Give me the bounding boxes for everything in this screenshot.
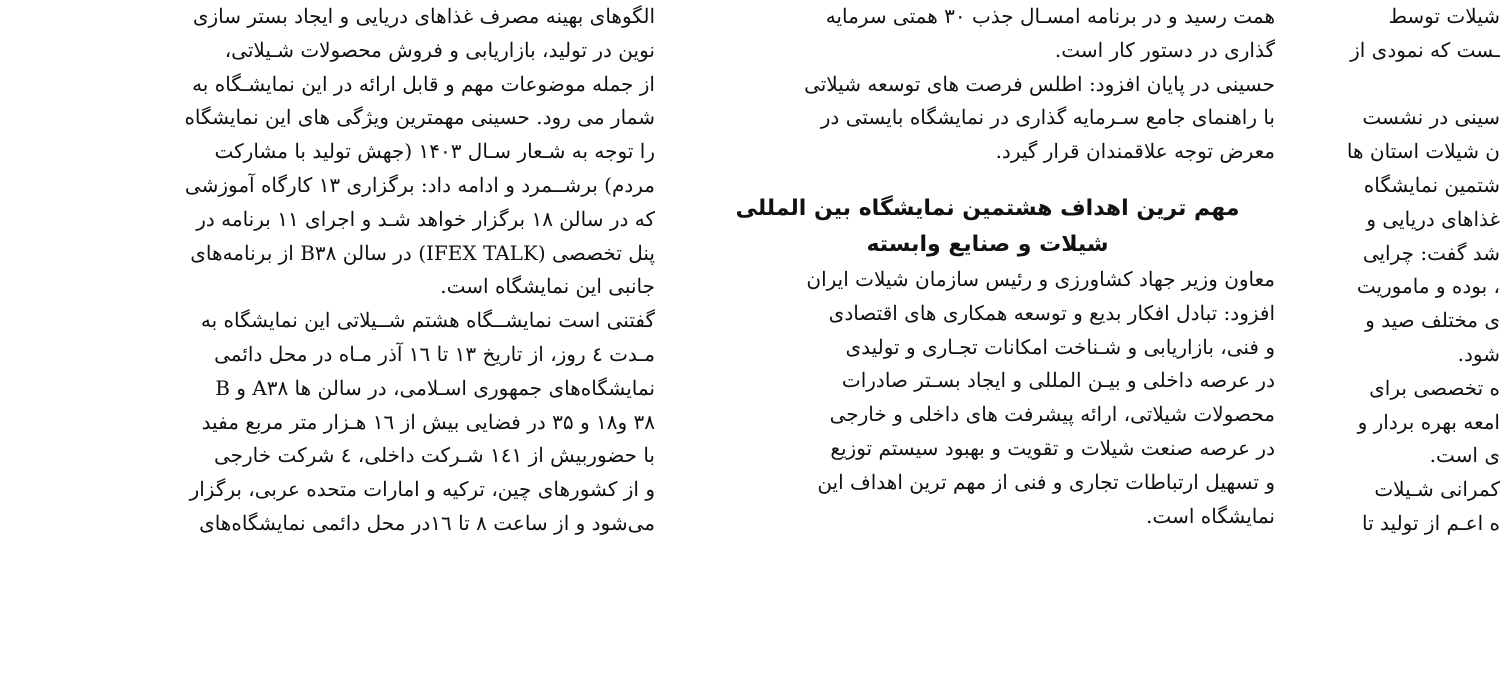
text-line: حسینی در پایان افزود: اطلس فرصت های توسعه شیلاتی [804,71,1275,96]
text-line: نمایشگاه است. [1146,503,1275,528]
text-line: در عرصه داخلی و بیـن المللی و ایجاد بسـتر صادرات [841,368,1275,393]
text-line: با راهنمای جامع سـرمایه گذاری در نمایشگاه بایستی در [820,105,1275,130]
text-line: افزود: تبادل افکار بدیع و توسعه همکاری های اقتصادی [828,300,1275,325]
section-heading-line: مهم ترین اهداف هشتمین نمایشگاه بین المللی [735,195,1240,221]
text-line: جانبی این نمایشگاه است. [440,274,655,299]
text-line: می‌شود و از ساعت ۸ تا ۱٦در محل دائمی نمایشگاه‌های [199,510,655,535]
paragraph-gap [700,169,1275,191]
text-line: نوین در تولید، بازاریابی و فروش محصولات شـیلاتی، [224,37,655,62]
text-line: معرض توجه علاقمندان قرار گیرد. [995,139,1275,164]
text-line: و فنی، بازاریابی و شـناخت امکانات تجـاری و تولیدی [845,334,1275,359]
text-line: ، بوده و ماموریت [1356,274,1500,299]
article-column-middle [700,0,1275,533]
text-line: الگوهای بهینه مصرف غذاهای دریایی و ایجاد بستر سازی [192,4,655,28]
text-line: شتمین نمایشگاه [1363,172,1500,197]
text-line: پنل تخصصی (IFEX TALK) در سالن B۳۸ از برنامه‌های [190,240,655,265]
text-line: ی مختلف صید و [1365,308,1500,333]
text-line: ـست که نمودی از [1350,37,1500,62]
text-line: سینی در نشست [1362,105,1500,130]
text-line: شیلات توسط [1388,4,1500,28]
text-line: امعه بهره بردار و [1357,409,1500,434]
text-line: محصولات شیلاتی، ارائه پیشرفت های داخلی و خارجی [829,402,1275,427]
text-line: ۳۸ و۱۸ و ۳۵ در فضایی بیش از ۱٦ هـزار متر مربع مفید [201,409,655,434]
text-line: با حضوربیش از ١٤١ شـرکت داخلی، ٤ شرکت خارجی [213,443,655,468]
text-line: و تسهیل ارتباطات تجاری و فنی از مهم ترین اهداف این [817,469,1275,494]
text-line: شود. [1457,341,1500,366]
text-line: ه اعـم از تولید تا [1362,510,1500,535]
text-line: همت رسید و در برنامه امسـال جذب ۳۰ همتی سرمایه [825,4,1275,28]
text-line: غذاهای دریایی و [1366,206,1500,231]
text-line: و از کشورهای چین، ترکیه و امارات متحده عربی، برگزار [189,477,655,502]
section-heading-line: شیلات و صنایع وابسته [866,231,1109,257]
text-line: از جمله موضوعات مهم و قابل ارائه در این نمایشـگاه به [192,71,655,96]
text-line: نمایشگاه‌های جمهوری اسـلامی، در سالن ها A۳۸ و B [215,375,655,400]
text-line: ی است. [1429,443,1500,468]
text-line: را توجه به شـعار سـال ۱۴۰۳ (جهش تولید با مشارکت [214,139,655,164]
text-line: ه تخصصی برای [1369,375,1500,400]
text-line: در عرصه صنعت شیلات و تقویت و بهبود سیستم توزیع [830,435,1275,460]
text-line: معاون وزیر جهاد کشاورزی و رئیس سازمان شیلات ایران [806,266,1275,291]
article-column-right [1290,0,1500,541]
text-line: گذاری در دستور کار است. [1054,37,1275,62]
section-heading [700,191,1275,263]
text-line: شمار می رود. حسینی مهمترین ویژگی های این نمایشگاه [184,105,655,130]
text-line: که در سالن ۱۸ برگزار خواهد شـد و اجرای ۱۱ برنامه در [196,206,655,231]
text-line: ن شیلات استان ها [1346,139,1500,164]
text-line [1290,68,1500,102]
article-column-left [70,0,655,541]
text-line: کمرانی شـیلات [1374,477,1500,502]
text-line: گفتنی است نمایشــگاه هشتم شــیلاتی این نمایشگاه به [200,308,655,333]
text-line: شد گفت: چرایی [1362,240,1500,265]
text-line: مردم) برشــمرد و ادامه داد: برگزاری ۱۳ کارگاه آموزشی [184,172,655,197]
text-line: مـدت ٤ روز، از تاریخ ۱۳ تا ۱٦ آذر مـاه در محل دائمی [214,341,655,366]
